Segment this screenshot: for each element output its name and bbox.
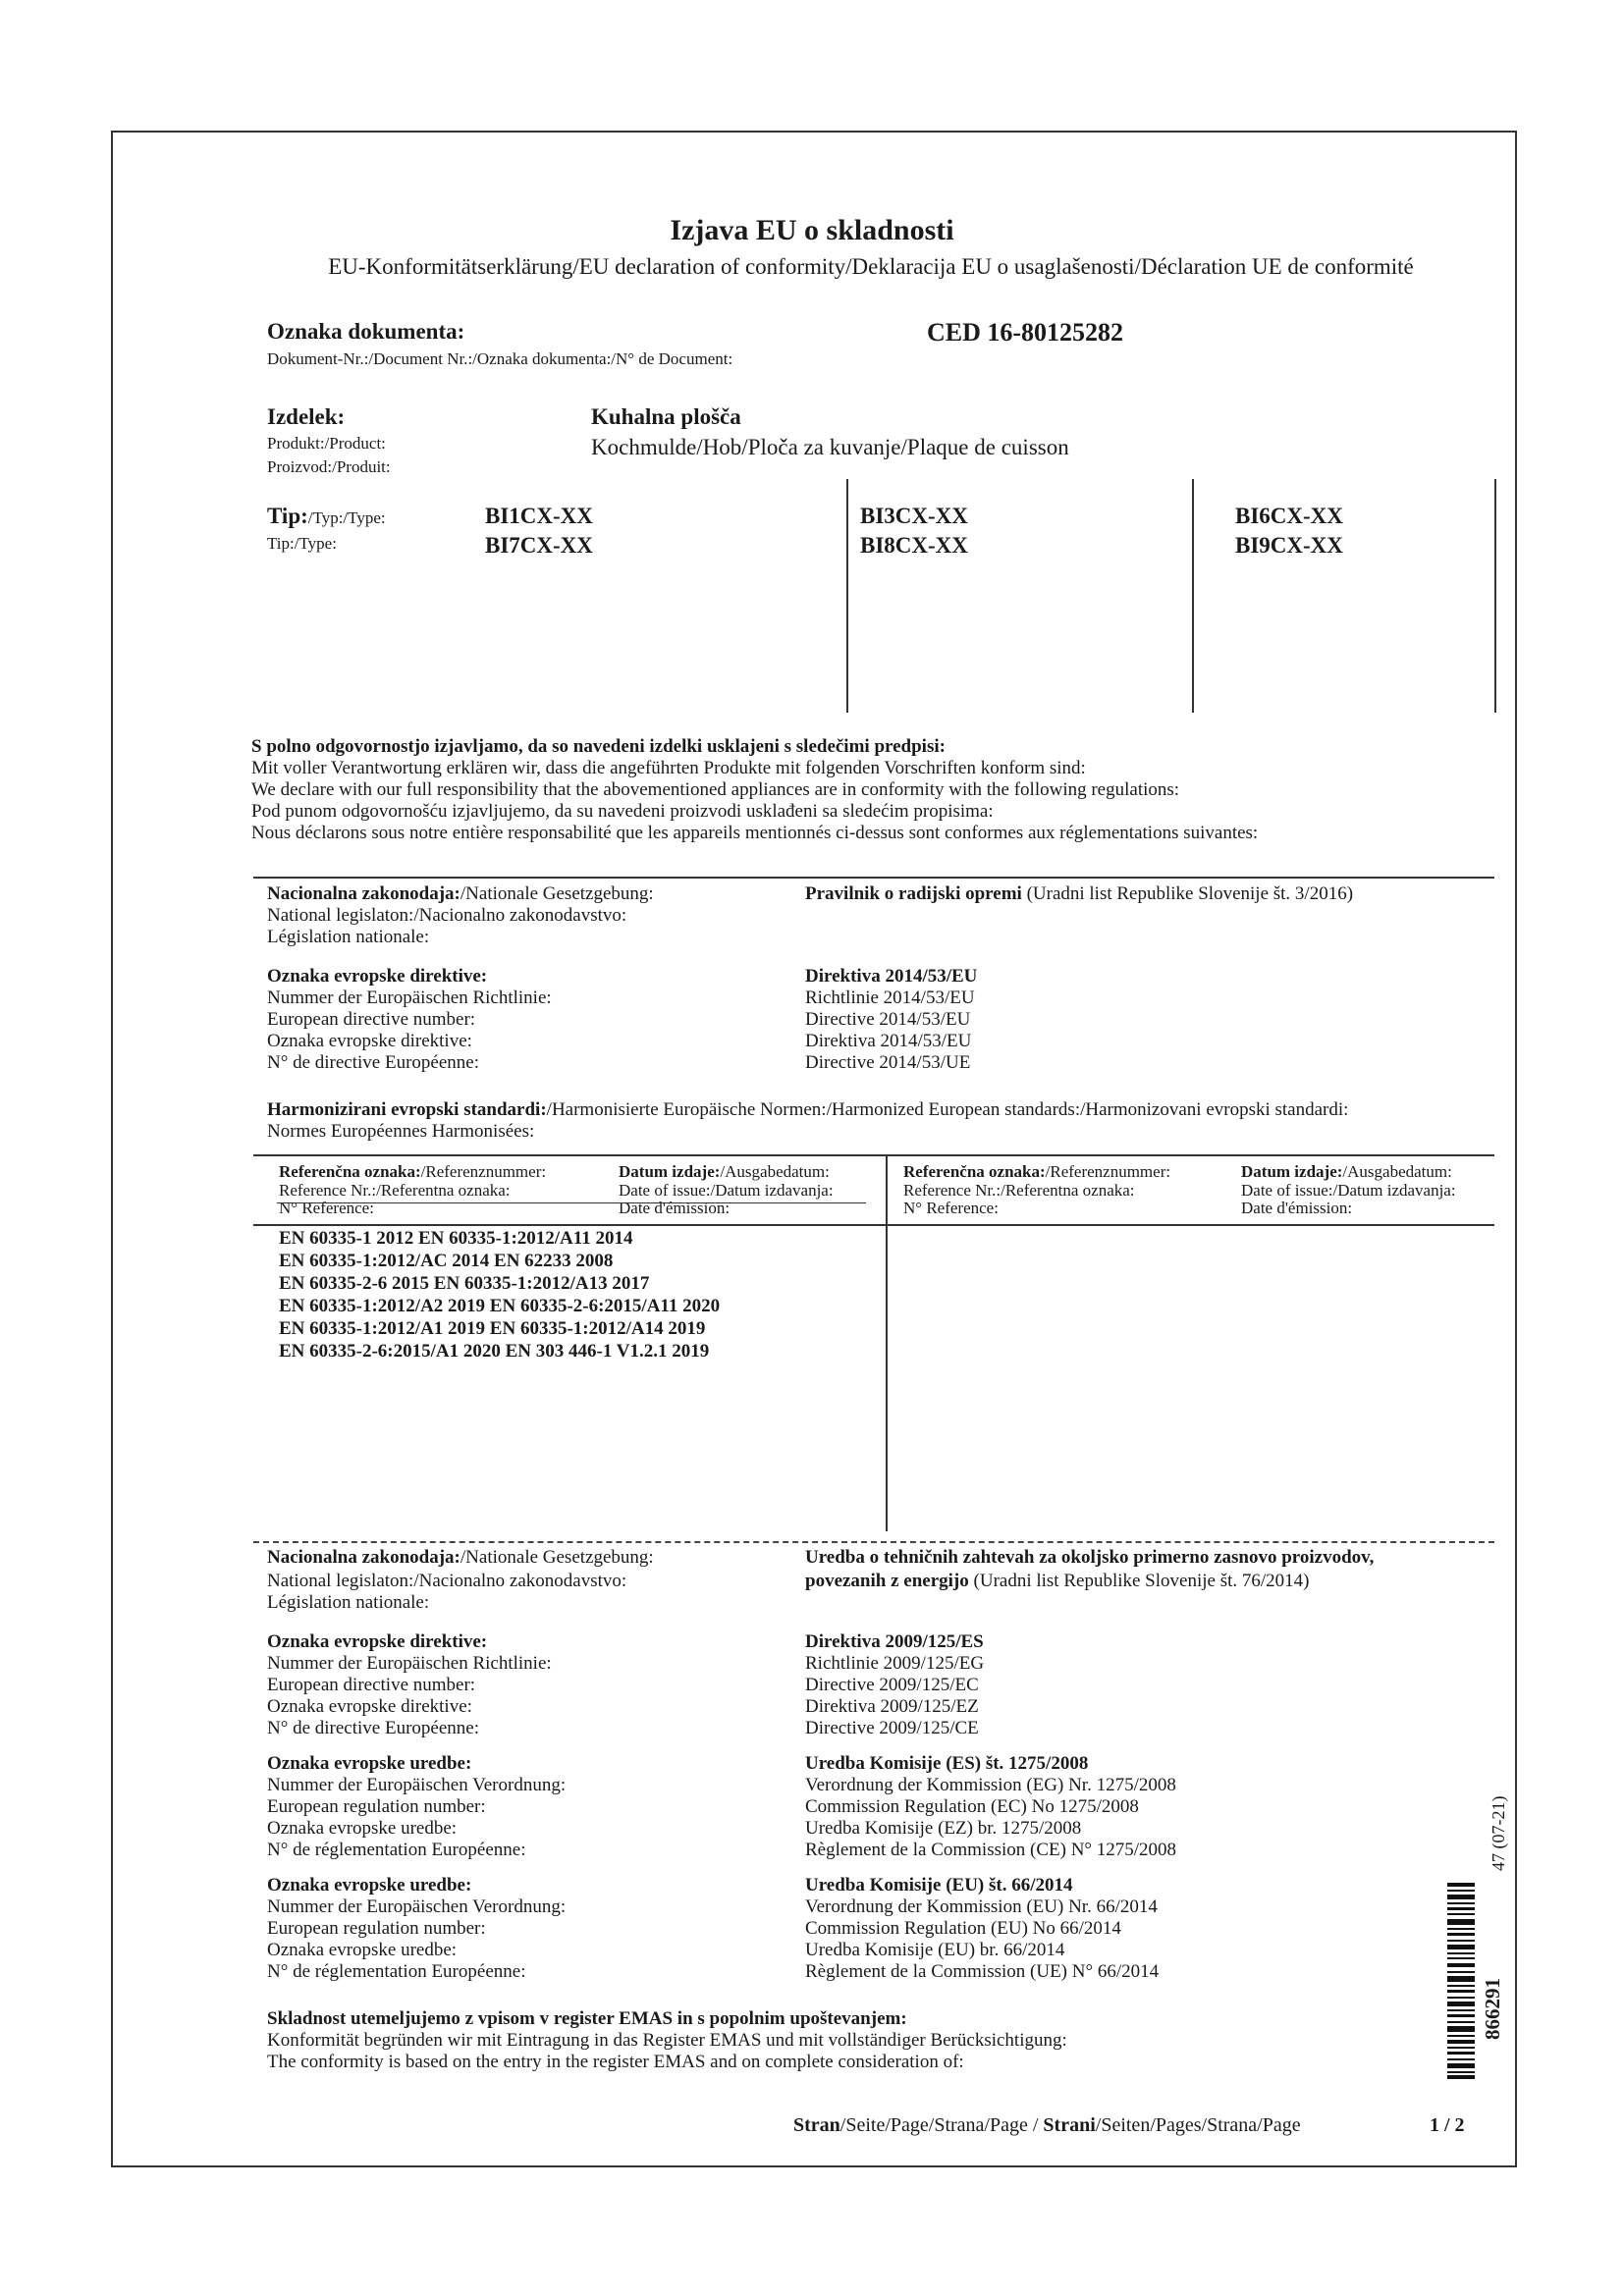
- s1-directive-value-line: Directive 2014/53/EU: [805, 1009, 971, 1030]
- s2-reg1-line: Nummer der Europäischen Verordnung:: [267, 1775, 567, 1795]
- s1-national-line: Législation nationale:: [267, 927, 430, 947]
- s1-directive-values: [805, 988, 975, 1074]
- s1-national-value: [805, 883, 1353, 905]
- s1-national-label-rest: /Nationale Gesetzgebung:: [460, 883, 654, 904]
- std-header-underline: [277, 1202, 866, 1203]
- std-col-ref-line3: N° Reference:: [279, 1199, 374, 1217]
- harmonized-label-line2: Normes Européennes Harmonisées:: [267, 1121, 535, 1142]
- type-divider: [846, 479, 848, 713]
- std-col-date-line3: Date d'émission:: [619, 1199, 731, 1217]
- s2-reg2-values: [805, 1896, 1159, 1983]
- s2-directive-value-line: Directive 2009/125/CE: [805, 1718, 979, 1738]
- s2-national-label-rest: /Nationale Gesetzgebung:: [460, 1547, 654, 1568]
- s1-national-line: National legislaton:/Nacionalno zakonodavstvo:: [267, 905, 627, 926]
- s2-national-line: National legislaton:/Nacionalno zakonodavstvo:: [267, 1571, 627, 1591]
- s2-national-label: [267, 1547, 654, 1569]
- s2-national-line: Législation nationale:: [267, 1592, 430, 1613]
- s2-reg2-value: Uredba Komisije (EU) št. 66/2014: [805, 1875, 1073, 1896]
- s2-reg2-label: Oznaka evropske uredbe:: [267, 1875, 472, 1896]
- section-divider: [253, 877, 1494, 879]
- std-col-date-line2: Date of issue:/Datum izdavanja:: [1241, 1181, 1456, 1200]
- s2-reg1-value-line: Uredba Komisije (EZ) br. 1275/2008: [805, 1818, 1082, 1839]
- std-col-date-rest: /Ausgabedatum:: [1342, 1162, 1452, 1181]
- page-title: Izjava EU o skladnosti: [670, 214, 954, 246]
- declaration-block: [251, 736, 1258, 844]
- footer-page-rest: /Seite/Page/Strana/Page /: [839, 2114, 1044, 2136]
- standards-table-top: [253, 1154, 1494, 1156]
- s1-directive-value-line: Direktiva 2014/53/EU: [805, 1031, 972, 1051]
- standards-list: [279, 1227, 720, 1362]
- product-name: Kuhalna plošča: [591, 404, 741, 429]
- declaration-line: Mit voller Verantwortung erklären wir, dass die angeführten Produkte mit folgenden Vorschriften konform sind:: [251, 758, 1086, 778]
- s2-directive-value-line: Direktiva 2009/125/EZ: [805, 1696, 979, 1717]
- std-col-date-line2: Date of issue:/Datum izdavanja:: [619, 1181, 834, 1200]
- emas-line-2: Konformität begründen wir mit Eintragung in das Register EMAS und mit vollständiger Berücksichtigung:: [267, 2030, 1067, 2051]
- std-col-date-rest: /Ausgabedatum:: [720, 1162, 830, 1181]
- standard-entry: EN 60335-2-6 2015 EN 60335-1:2012/A13 2017: [279, 1273, 650, 1294]
- std-col-date-line3: Date d'émission:: [1241, 1199, 1353, 1217]
- std-col-ref-header: [903, 1162, 1170, 1182]
- declaration-line: Pod punom odgovornošću izjavljujemo, da su navedeni proizvodi usklađeni sa sledećim propisima:: [251, 801, 994, 822]
- page-number: 1 / 2: [1430, 2114, 1465, 2136]
- s2-national-value-line2: [805, 1571, 1309, 1592]
- s2-national-value-rest: (Uradni list Republike Slovenije št. 76/2014): [968, 1571, 1310, 1591]
- s2-reg1-value-line: Règlement de la Commission (CE) N° 1275/2008: [805, 1840, 1177, 1860]
- s2-directive-label: Oznaka evropske direktive:: [267, 1631, 488, 1652]
- s2-reg1-line: N° de réglementation Européenne:: [267, 1840, 526, 1860]
- s2-reg1-lines: [267, 1775, 566, 1861]
- type-model: BI7CX-XX: [485, 533, 593, 558]
- std-col-ref-rest: /Referenznummer:: [420, 1162, 547, 1181]
- s2-reg1-value-line: Verordnung der Kommission (EG) Nr. 1275/2008: [805, 1775, 1176, 1795]
- standard-entry: EN 60335-1:2012/A1 2019 EN 60335-1:2012/A14 2019: [279, 1318, 706, 1339]
- s2-reg2-value-line: Uredba Komisije (EU) br. 66/2014: [805, 1940, 1065, 1960]
- standard-entry: EN 60335-2-6:2015/A1 2020 EN 303 446-1 V1.2.1 2019: [279, 1341, 710, 1362]
- emas-line-1: Skladnost utemeljujemo z vpisom v register EMAS in s popolnim upoštevanjem:: [267, 2008, 907, 2029]
- type-model: BI1CX-XX: [485, 504, 593, 528]
- emas-line-3: The conformity is based on the entry in the register EMAS and on complete consideration of:: [267, 2052, 964, 2072]
- s2-directive-line: N° de directive Européenne:: [267, 1718, 479, 1738]
- standards-header-divider: [253, 1224, 1494, 1226]
- declaration-line: We declare with our full responsibility that the abovementioned appliances are in conformity with the following regulations:: [251, 779, 1180, 800]
- standards-table-divider: [886, 1156, 888, 1531]
- s2-directive-lines: [267, 1653, 552, 1739]
- s1-national-value-bold: Pravilnik o radijski opremi: [805, 883, 1022, 904]
- document-label: Oznaka dokumenta:: [267, 319, 465, 344]
- s2-reg1-line: Oznaka evropske uredbe:: [267, 1818, 458, 1839]
- type-sublabel: Tip:/Type:: [267, 534, 337, 553]
- s2-national-value-bold: povezanih z energijo: [805, 1571, 969, 1591]
- s1-directive-line: Oznaka evropske direktive:: [267, 1031, 472, 1051]
- type-divider: [1192, 479, 1194, 713]
- document-number: CED 16-80125282: [927, 318, 1124, 347]
- section-divider-dashed: [253, 1541, 1494, 1543]
- s2-reg2-line: N° de réglementation Européenne:: [267, 1961, 526, 1982]
- s2-reg2-value-line: Verordnung der Kommission (EU) Nr. 66/2014: [805, 1896, 1158, 1917]
- type-model: BI6CX-XX: [1235, 504, 1343, 528]
- std-col-date-header: [1241, 1162, 1452, 1182]
- s1-directive-line: Nummer der Europäischen Richtlinie:: [267, 988, 552, 1008]
- s2-directive-value: Direktiva 2009/125/ES: [805, 1631, 984, 1652]
- s1-directive-lines: [267, 988, 552, 1074]
- type-label-suffix: /Typ:/Type:: [307, 508, 386, 527]
- s2-national-label-bold: Nacionalna zakonodaja:: [267, 1547, 460, 1568]
- s2-reg2-line: Nummer der Europäischen Verordnung:: [267, 1896, 567, 1917]
- type-divider: [1494, 479, 1496, 713]
- s2-reg1-line: European regulation number:: [267, 1796, 486, 1817]
- product-sublabel-1: Produkt:/Product:: [267, 434, 386, 453]
- standard-entry: EN 60335-1:2012/A2 2019 EN 60335-2-6:2015/A11 2020: [279, 1296, 721, 1316]
- type-model: BI8CX-XX: [860, 533, 968, 558]
- s2-directive-value-line: Richtlinie 2009/125/EG: [805, 1653, 985, 1674]
- s2-directive-value-line: Directive 2009/125/EC: [805, 1675, 979, 1695]
- barcode-number: 866291: [1481, 1978, 1504, 2040]
- s2-reg2-line: European regulation number:: [267, 1918, 486, 1939]
- s1-national-label-bold: Nacionalna zakonodaja:: [267, 883, 460, 904]
- s2-directive-line: Nummer der Europäischen Richtlinie:: [267, 1653, 552, 1674]
- s2-reg1-value-line: Commission Regulation (EC) No 1275/2008: [805, 1796, 1139, 1817]
- form-code: 47 (07-21): [1489, 1795, 1508, 1871]
- standard-entry: EN 60335-1 2012 EN 60335-1:2012/A11 2014: [279, 1228, 633, 1249]
- std-col-ref-bold: Referenčna oznaka:: [279, 1162, 421, 1181]
- product-name-translations: Kochmulde/Hob/Ploča za kuvanje/Plaque de cuisson: [591, 435, 1069, 459]
- footer-pages-bold: Strani: [1043, 2114, 1096, 2136]
- s1-directive-label: Oznaka evropske direktive:: [267, 966, 488, 987]
- std-col-ref-line2: Reference Nr.:/Referentna oznaka:: [279, 1181, 511, 1200]
- std-col-date-bold: Datum izdaje:: [1241, 1162, 1343, 1181]
- footer-pages-rest: /Seiten/Pages/Strana/Page: [1095, 2114, 1301, 2136]
- s1-directive-line: N° de directive Européenne:: [267, 1052, 479, 1073]
- s2-directive-values: [805, 1653, 984, 1739]
- s1-national-value-rest: (Uradni list Republike Slovenije št. 3/2016): [1021, 883, 1354, 904]
- s2-national-value-line1: Uredba o tehničnih zahtevah za okoljsko primerno zasnovo proizvodov,: [805, 1547, 1375, 1568]
- s1-directive-value-line: Richtlinie 2014/53/EU: [805, 988, 975, 1008]
- std-col-date-bold: Datum izdaje:: [619, 1162, 721, 1181]
- std-col-date-header: [619, 1162, 830, 1182]
- std-col-ref-line3: N° Reference:: [903, 1199, 999, 1217]
- type-model: BI3CX-XX: [860, 504, 968, 528]
- s2-reg1-value: Uredba Komisije (ES) št. 1275/2008: [805, 1753, 1089, 1774]
- standard-entry: EN 60335-1:2012/AC 2014 EN 62233 2008: [279, 1251, 614, 1271]
- product-sublabel-2: Proizvod:/Produit:: [267, 457, 391, 476]
- s1-directive-value: Direktiva 2014/53/EU: [805, 966, 978, 987]
- harmonized-label-bold: Harmonizirani evropski standardi:: [267, 1099, 547, 1120]
- declaration-line: S polno odgovornostjo izjavljamo, da so navedeni izdelki usklajeni s sledečimi predpisi:: [251, 736, 946, 757]
- page-footer-label: [793, 2114, 1301, 2137]
- product-label: Izdelek:: [267, 404, 346, 429]
- type-label: [267, 503, 386, 529]
- document-sublabel: Dokument-Nr.:/Document Nr.:/Oznaka dokumenta:/N° de Document:: [267, 349, 733, 368]
- std-col-ref-header: [279, 1162, 546, 1182]
- s2-reg2-value-line: Règlement de la Commission (UE) N° 66/2014: [805, 1961, 1160, 1982]
- s2-reg1-label: Oznaka evropske uredbe:: [267, 1753, 472, 1774]
- s1-national-label: [267, 883, 654, 905]
- page-subtitle: EU-Konformitätserklärung/EU declaration of conformity/Deklaracija EU o usaglašenosti/Déclaration UE de conformité: [328, 254, 1414, 279]
- harmonized-label: [267, 1099, 1348, 1121]
- s2-directive-line: Oznaka evropske direktive:: [267, 1696, 472, 1717]
- declaration-line: Nous déclarons sous notre entière responsabilité que les appareils mentionnés ci-dessus sont conformes aux réglementations suivantes:: [251, 823, 1259, 843]
- s2-directive-line: European directive number:: [267, 1675, 476, 1695]
- s2-reg2-value-line: Commission Regulation (EU) No 66/2014: [805, 1918, 1121, 1939]
- barcode-icon: [1447, 1883, 1475, 2079]
- s2-reg1-values: [805, 1775, 1176, 1861]
- harmonized-label-rest: /Harmonisierte Europäische Normen:/Harmonized European standards:/Harmonizovani evropski standardi:: [546, 1099, 1349, 1120]
- std-col-ref-line2: Reference Nr.:/Referentna oznaka:: [903, 1181, 1135, 1200]
- footer-page-bold: Stran: [793, 2114, 840, 2136]
- s1-directive-line: European directive number:: [267, 1009, 476, 1030]
- s2-reg2-line: Oznaka evropske uredbe:: [267, 1940, 458, 1960]
- std-col-ref-rest: /Referenznummer:: [1045, 1162, 1171, 1181]
- type-label-main: Tip:: [267, 504, 308, 528]
- type-model: BI9CX-XX: [1235, 533, 1343, 558]
- s1-directive-value-line: Directive 2014/53/UE: [805, 1052, 971, 1073]
- std-col-ref-bold: Referenčna oznaka:: [903, 1162, 1046, 1181]
- s2-reg2-lines: [267, 1896, 566, 1983]
